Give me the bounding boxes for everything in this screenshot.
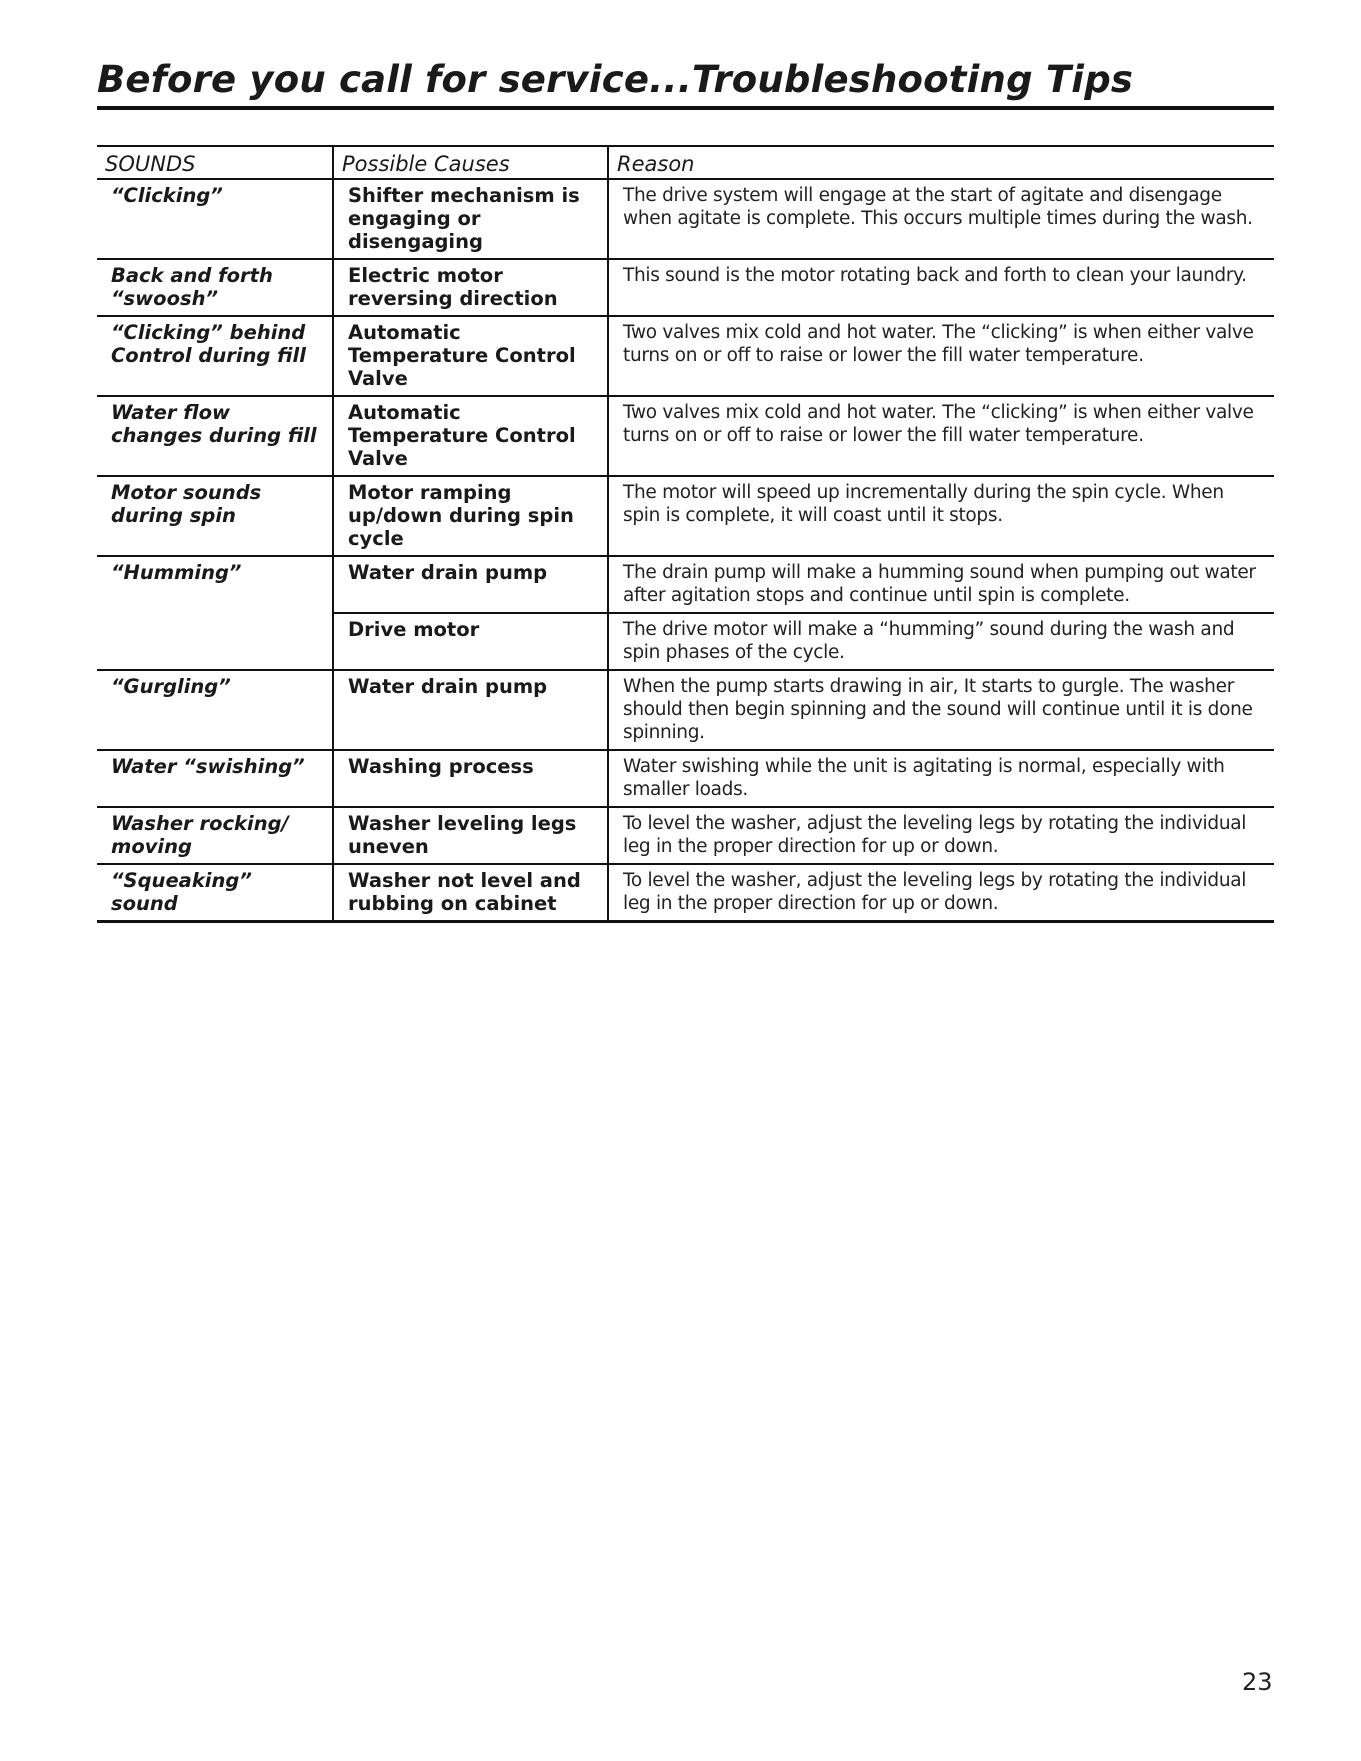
- table-header-row: [97, 146, 1274, 179]
- page-number: 23: [1242, 1668, 1273, 1696]
- sound-cell: “Squeaking” sound: [97, 864, 333, 922]
- table-row: [97, 259, 1274, 316]
- sound-cell: Motor sounds during spin: [97, 476, 333, 556]
- sound-cell: “Humming”: [111, 561, 242, 584]
- reason-cell: This sound is the motor rotating back and forth to clean your laundry.: [608, 259, 1274, 316]
- cause-cell: Washing process: [333, 750, 608, 807]
- table-row: [97, 807, 1274, 864]
- cause-cell: Shifter mechanism is engaging or disengaging: [333, 179, 608, 259]
- header-possible-causes: Possible Causes: [333, 146, 608, 179]
- table-row: [97, 670, 1274, 750]
- sound-cell: “Gurgling”: [97, 670, 333, 750]
- reason-cell: When the pump starts drawing in air, It starts to gurgle. The washer should then begin spinning and the sound will continue until it is done spinning.: [608, 670, 1274, 750]
- sound-cell: Back and forth “swoosh”: [97, 259, 333, 316]
- reason-cell: To level the washer, adjust the leveling legs by rotating the individual leg in the proper direction for up or down.: [608, 807, 1274, 864]
- reason-cell: The drain pump will make a humming sound when pumping out water after agitation stops and continue until spin is complete.: [608, 556, 1274, 613]
- header-reason: Reason: [608, 146, 1274, 179]
- sound-cell: “Clicking”: [97, 179, 333, 259]
- table-row: [97, 179, 1274, 259]
- reason-cell: The motor will speed up incrementally during the spin cycle. When spin is complete, it will coast until it stops.: [608, 476, 1274, 556]
- header-sounds: SOUNDS: [97, 146, 333, 179]
- cause-cell: Washer not level and rubbing on cabinet: [333, 864, 608, 922]
- troubleshooting-table: [97, 145, 1274, 923]
- cause-cell: Automatic Temperature Control Valve: [333, 396, 608, 476]
- cause-cell: Automatic Temperature Control Valve: [333, 316, 608, 396]
- reason-cell: The drive motor will make a “humming” sound during the wash and spin phases of the cycle.: [608, 613, 1274, 670]
- reason-cell: To level the washer, adjust the leveling legs by rotating the individual leg in the proper direction for up or down.: [608, 864, 1274, 922]
- table-row: [97, 864, 1274, 922]
- cause-cell: Washer leveling legs uneven: [333, 807, 608, 864]
- reason-cell: Water swishing while the unit is agitating is normal, especially with smaller loads.: [608, 750, 1274, 807]
- sound-cell: Washer rocking/ moving: [97, 807, 333, 864]
- cause-cell: Drive motor: [333, 613, 608, 670]
- sound-cell: “Clicking” behind Control during fill: [97, 316, 333, 396]
- table-row: [97, 396, 1274, 476]
- table-row: [97, 750, 1274, 807]
- table-row: [97, 556, 1274, 613]
- table-row: [97, 613, 1274, 670]
- reason-cell: Two valves mix cold and hot water. The “clicking” is when either valve turns on or off to raise or lower the fill water temperature.: [608, 316, 1274, 396]
- page-title: Before you call for service...Troubleshooting Tips: [97, 58, 1134, 101]
- table-row: [97, 316, 1274, 396]
- reason-cell: The drive system will engage at the start of agitate and disengage when agitate is complete. This occurs multiple times during the wash.: [608, 179, 1274, 259]
- cause-cell: Water drain pump: [333, 670, 608, 750]
- table-row: [97, 476, 1274, 556]
- sound-cell: [97, 613, 333, 670]
- cause-cell: Motor ramping up/down during spin cycle: [333, 476, 608, 556]
- page-heading: [97, 58, 1274, 110]
- cause-cell: Electric motor reversing direction: [333, 259, 608, 316]
- sound-cell: Water flow changes during fill: [97, 396, 333, 476]
- reason-cell: Two valves mix cold and hot water. The “clicking” is when either valve turns on or off to raise or lower the fill water temperature.: [608, 396, 1274, 476]
- sound-cell: Water “swishing”: [97, 750, 333, 807]
- cause-cell: Water drain pump: [333, 556, 608, 613]
